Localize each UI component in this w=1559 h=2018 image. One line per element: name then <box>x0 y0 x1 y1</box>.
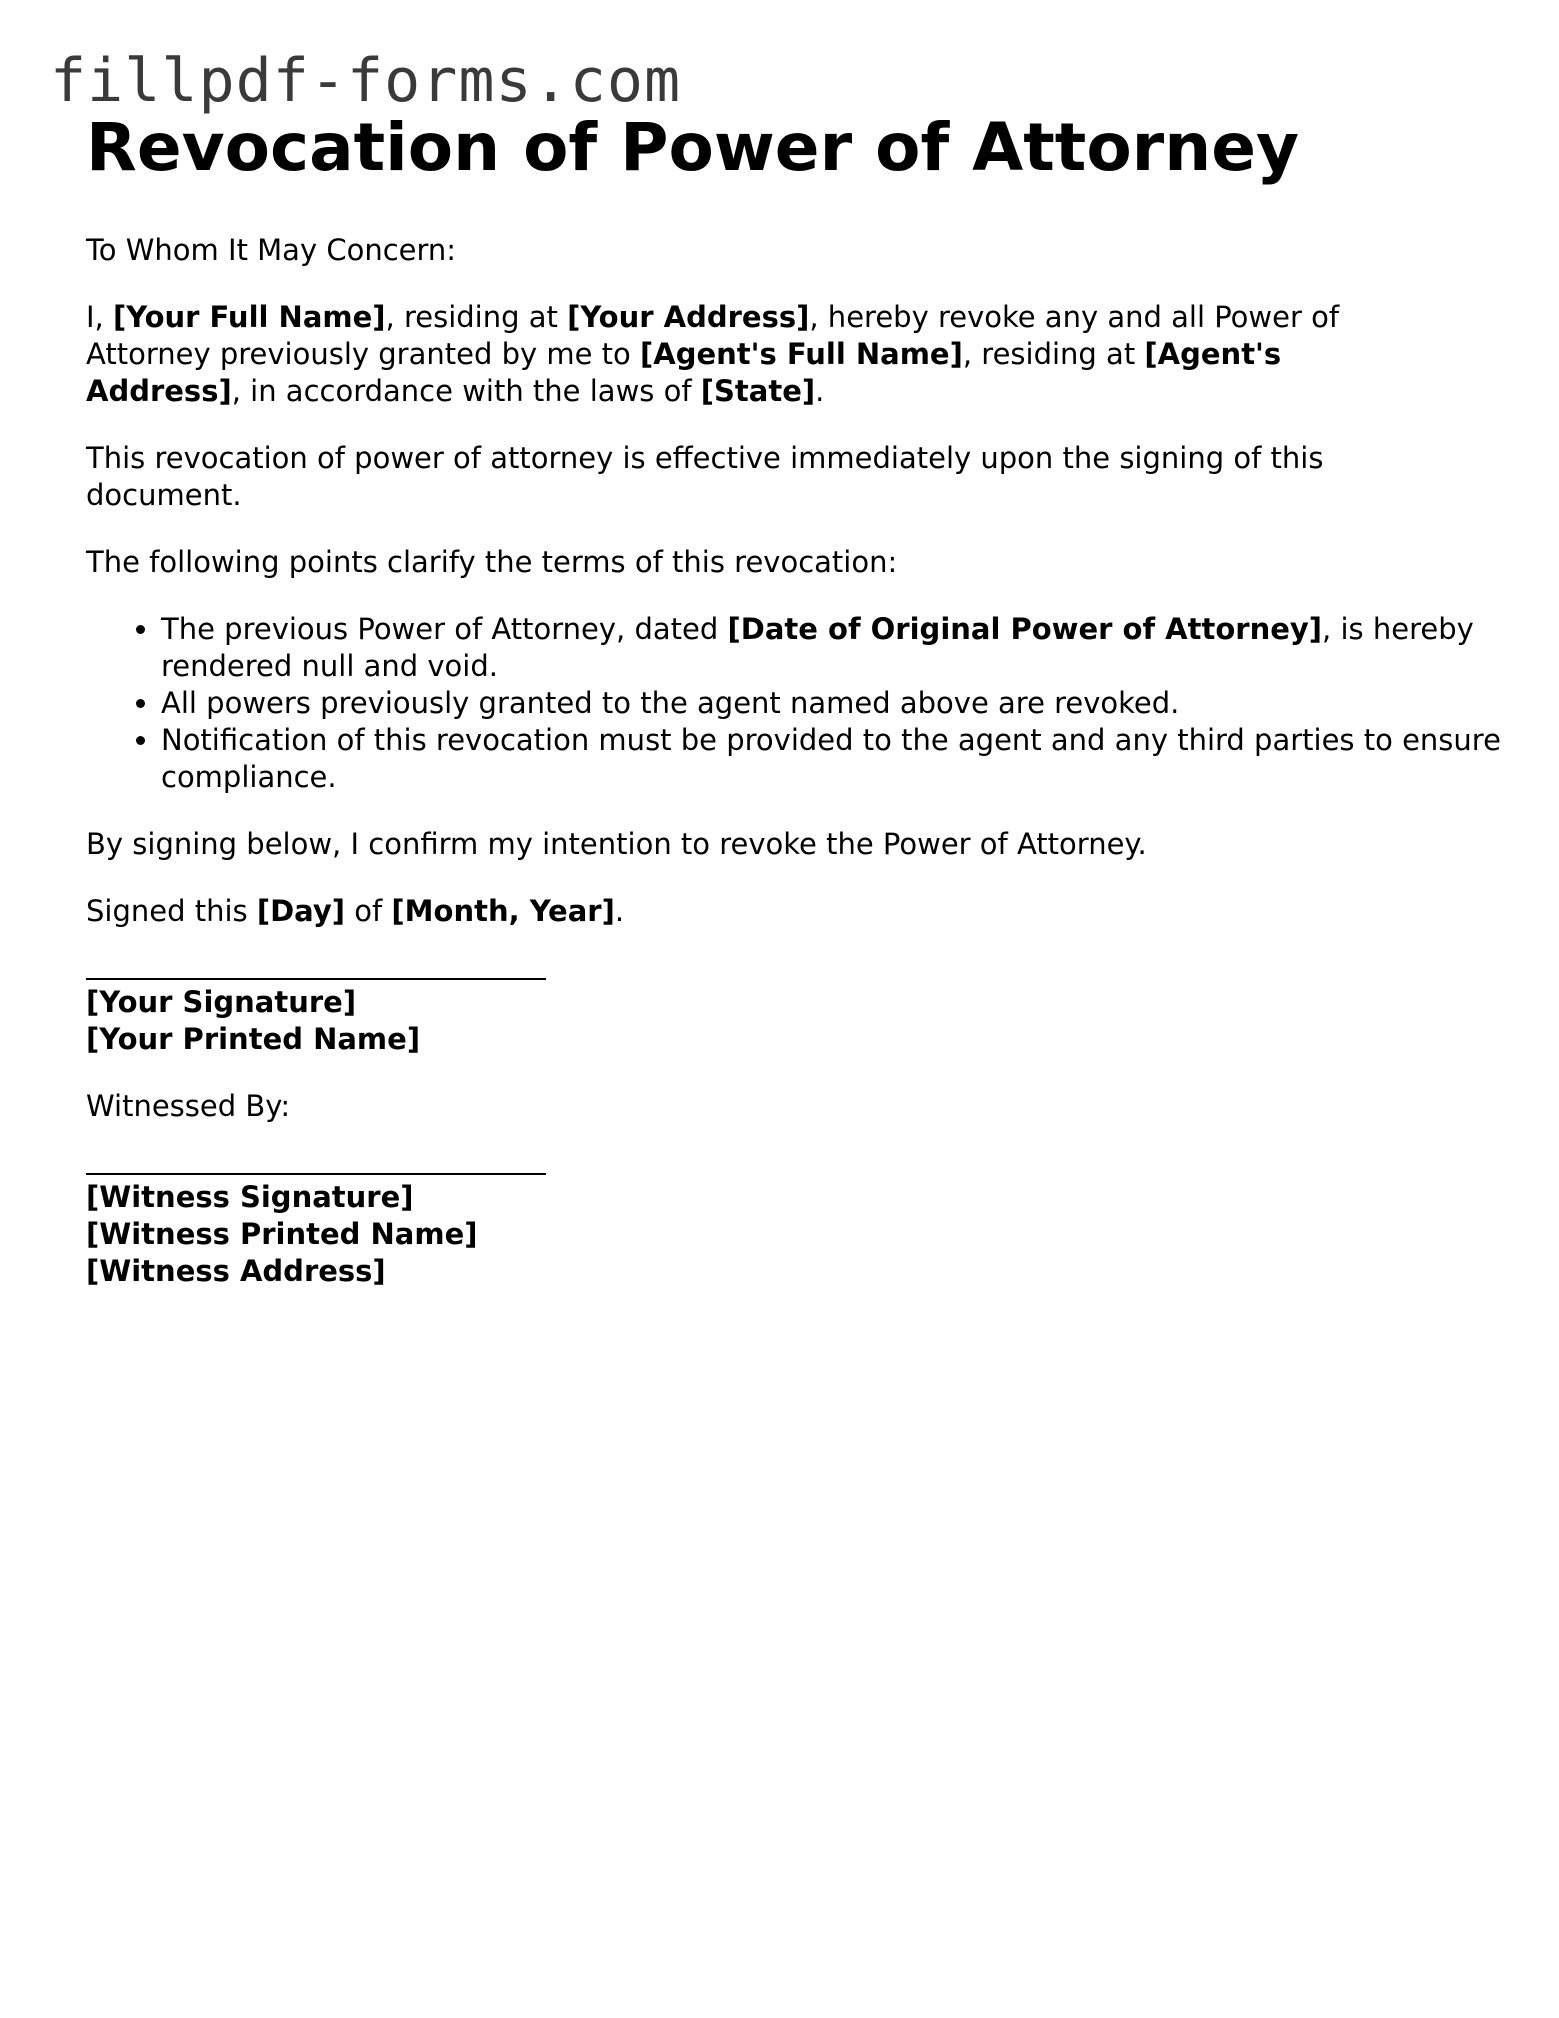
statement-text: , residing at <box>385 300 568 334</box>
revocation-statement <box>86 299 1426 410</box>
statement-text: , hereby revoke any and all Power of Attorney previously granted by me to <box>86 300 1340 371</box>
effective-statement: This revocation of power of attorney is effective immediately upon the signing of this document. <box>86 441 1324 512</box>
confirmation-statement: By signing below, I confirm my intention to revoke the Power of Attorney. <box>86 827 1147 861</box>
list-item <box>161 611 1541 685</box>
document-title: Revocation of Power of Attorney <box>86 109 1299 186</box>
witness-signature-line <box>86 1173 546 1175</box>
witnessed-by-label: Witnessed By: <box>86 1089 291 1123</box>
signature-line <box>86 978 546 980</box>
witness-block <box>86 1179 1486 1290</box>
your-signature-label: [Your Signature] <box>86 985 357 1019</box>
original-date-field: [Date of Original Power of Attorney] <box>727 612 1323 646</box>
statement-text: I, <box>86 300 113 334</box>
signer-block <box>86 984 1486 1058</box>
statement-text: , residing at <box>962 337 1145 371</box>
witness-address-label: [Witness Address] <box>86 1254 386 1288</box>
agent-address-field: [Agent's Address] <box>86 337 1282 408</box>
signed-text: . <box>614 894 625 928</box>
your-full-name-field: [Your Full Name] <box>113 300 386 334</box>
state-field: [State] <box>700 374 816 408</box>
signed-date-line <box>86 893 1486 930</box>
item-text: The previous Power of Attorney, dated <box>161 612 728 646</box>
list-item: • All powers previously granted to the agent named above are revoked. <box>161 685 1541 722</box>
terms-list <box>86 611 1541 796</box>
item-text: , is hereby rendered null and void. <box>161 612 1474 683</box>
your-address-field: [Your Address] <box>567 300 810 334</box>
signed-text: Signed this <box>86 894 257 928</box>
agent-full-name-field: [Agent's Full Name] <box>640 337 963 371</box>
list-item: • Notification of this revocation must be provided to the agent and any third parties to ensure compliance. <box>161 722 1541 796</box>
signed-text: of <box>345 894 392 928</box>
day-field: [Day] <box>256 894 346 928</box>
terms-intro: The following points clarify the terms of this revocation: <box>86 545 898 579</box>
your-printed-name-label: [Your Printed Name] <box>86 1022 421 1056</box>
watermark: fillpdf-forms.com <box>50 46 682 116</box>
month-year-field: [Month, Year] <box>391 894 615 928</box>
greeting: To Whom It May Concern: <box>86 233 457 267</box>
statement-text: . <box>815 374 825 408</box>
witness-signature-label: [Witness Signature] <box>86 1180 414 1214</box>
statement-text: , in accordance with the laws of <box>231 374 701 408</box>
witness-printed-name-label: [Witness Printed Name] <box>86 1217 478 1251</box>
document-page <box>86 108 1501 1290</box>
